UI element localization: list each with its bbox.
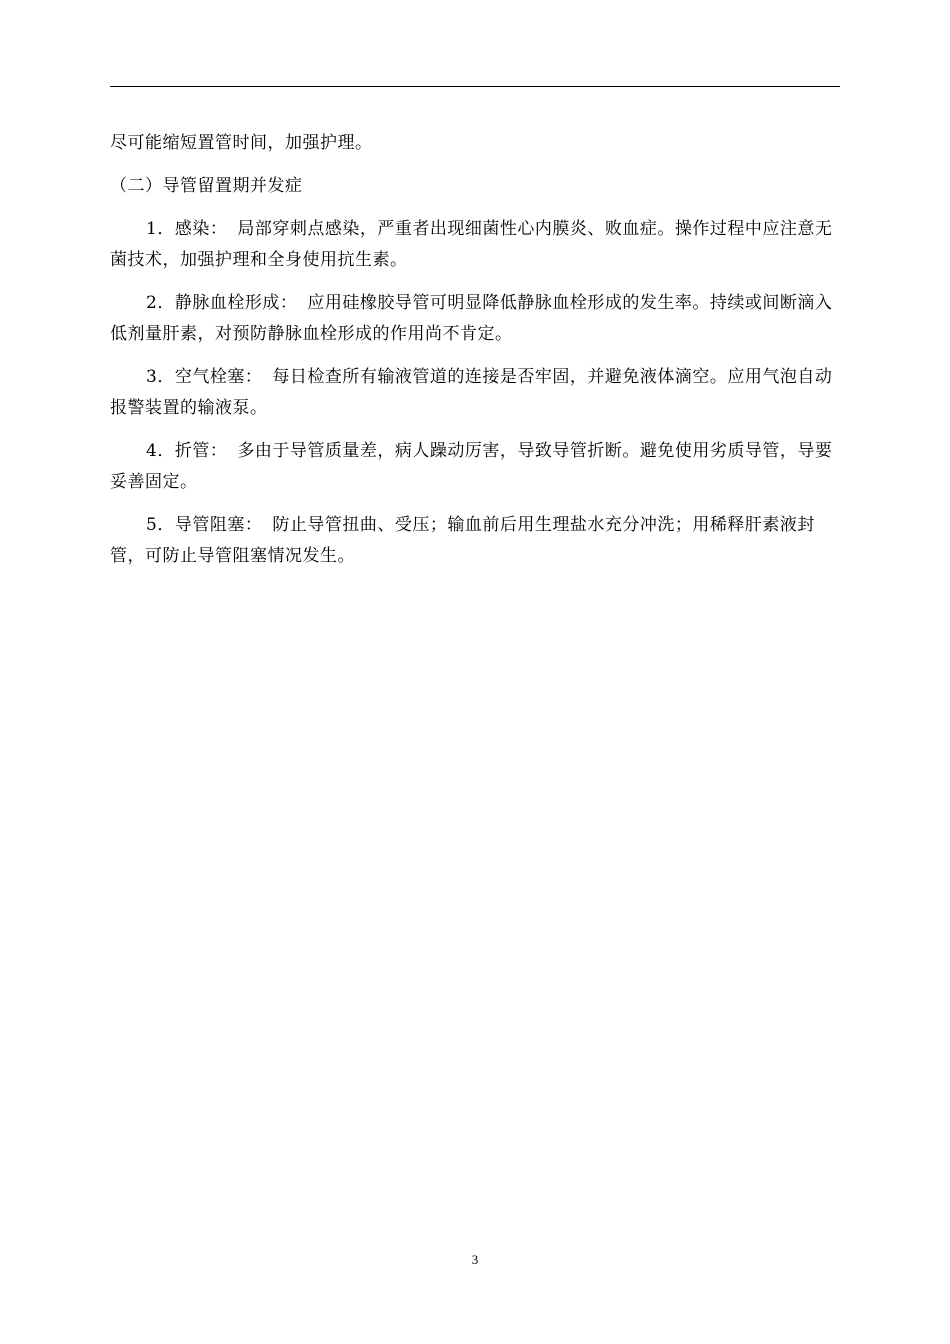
document-body	[110, 128, 840, 572]
list-item	[110, 288, 840, 350]
item-text: 防止导管扭曲、受压；输血前后用生理盐水充分冲洗；用稀释肝素液封管，可防止导管阻塞情况发生。	[110, 515, 815, 566]
item-label: 3．空气栓塞：	[146, 367, 263, 387]
item-text: 局部穿刺点感染，严重者出现细菌性心内膜炎、败血症。操作过程中应注意无菌技术，加强护理和全身使用抗生素。	[110, 219, 833, 270]
item-text: 每日检查所有输液管道的连接是否牢固，并避免液体滴空。应用气泡自动报警装置的输液泵。	[110, 367, 833, 418]
list-item	[110, 362, 840, 424]
section-heading: （二）导管留置期并发症	[110, 176, 303, 196]
item-text: 多由于导管质量差，病人躁动厉害，导致导管折断。避免使用劣质导管，导要妥善固定。	[110, 441, 833, 492]
list-item	[110, 436, 840, 498]
item-label: 4．折管：	[146, 441, 228, 461]
list-item	[110, 510, 840, 572]
item-label: 2．静脉血栓形成：	[146, 293, 298, 313]
list-item	[110, 214, 840, 276]
item-text: 应用硅橡胶导管可明显降低静脉血栓形成的发生率。持续或间断滴入低剂量肝素，对预防静脉血栓形成的作用尚不肯定。	[110, 293, 833, 344]
continuation-paragraph: 尽可能缩短置管时间，加强护理。	[110, 133, 373, 153]
item-label: 1．感染：	[146, 219, 228, 239]
header-rule	[110, 86, 840, 87]
item-label: 5．导管阻塞：	[146, 515, 263, 535]
page-number: 3	[471, 1252, 479, 1267]
